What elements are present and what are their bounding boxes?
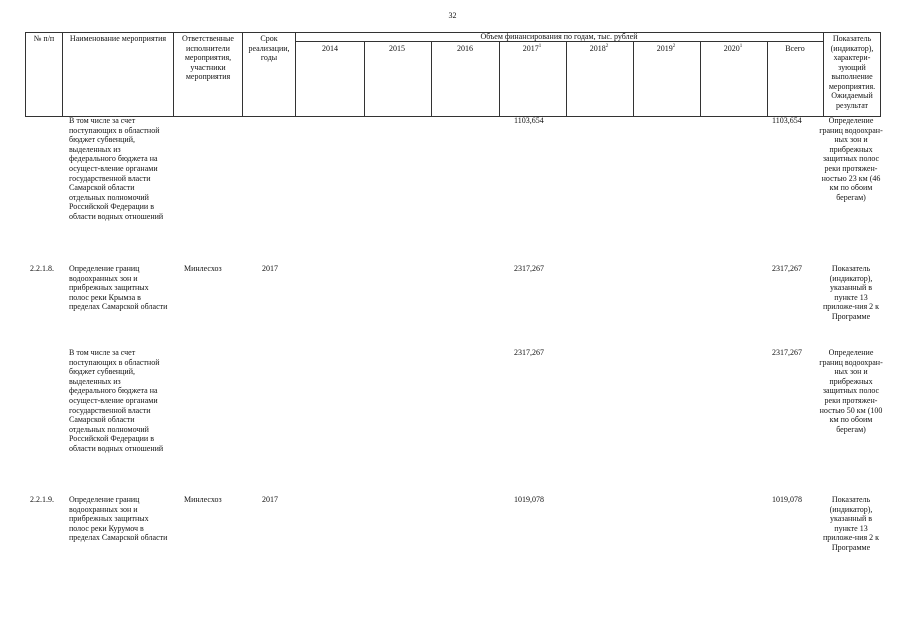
header-col-executor: Ответственные исполнители мероприятия, участники мероприятия — [182, 34, 234, 81]
col-border — [700, 41, 701, 117]
row-4-indicator: Показатель (индикатор), указанный в пункте 13 приложе-ния 2 к Программе — [822, 495, 880, 552]
header-col-term: Срок реализации, годы — [248, 34, 290, 62]
header-year-2016: 2016 — [457, 44, 473, 53]
row-1-name: В том числе за счет поступающих в областной бюджет субвенций, выделенных из федерального бюджета на осущест-вление органами государственной власти Самарской области отдельных полномочий Российской Федерации в области водных отношений — [69, 116, 164, 221]
col-border — [62, 32, 63, 117]
header-year-2015: 2015 — [389, 44, 405, 53]
col-border — [499, 41, 500, 117]
row-4-number: 2.2.1.9. — [30, 495, 54, 504]
col-border — [364, 41, 365, 117]
header-col-total: Всего — [785, 44, 805, 53]
col-border — [295, 32, 296, 117]
row-4-term: 2017 — [262, 495, 278, 504]
header-col-no: № п/п — [33, 34, 55, 43]
page-number: 32 — [448, 11, 457, 20]
row-3-name: В том числе за счет поступающих в областной бюджет субвенций, выделенных из федерального бюджета на осущест-вление органами государственной власти Самарской области отдельных полномочий Российской Федерации в области водных отношений — [69, 348, 164, 453]
header-year-2019: 2019$^2$ — [656, 44, 676, 53]
row-4-name: Определение границ водоохранных зон и прибрежных защитных полос реки Курумоч в пределах Самарской области — [69, 495, 168, 543]
row-2-number: 2.2.1.8. — [30, 264, 54, 273]
col-border — [173, 32, 174, 117]
row-1-value-2017: 1103,654 — [514, 116, 544, 125]
col-border — [431, 41, 432, 117]
header-col-name: Наименование мероприятия — [69, 34, 167, 43]
row-4-value-2017: 1019,078 — [514, 495, 544, 504]
col-border — [880, 32, 881, 117]
col-border — [242, 32, 243, 117]
row-2-indicator: Показатель (индикатор), указанный в пункте 13 приложе-ния 2 к Программе — [822, 264, 880, 321]
header-year-2018: 2018$^2$ — [589, 44, 609, 53]
row-3-indicator: Определение границ водоохран-ных зон и прибрежных защитных полос реки протяжен-ностью 50 км (100 км по обоим берегам) — [819, 348, 883, 434]
table-header — [25, 32, 881, 116]
row-2-executor: Минлесхоз — [184, 264, 222, 273]
header-year-2017: 2017$^1$ — [522, 44, 542, 53]
row-1-indicator: Определение границ водоохран-ных зон и прибрежных защитных полос реки протяжен-ностью 23 км (46 км по обоим берегам) — [819, 116, 883, 202]
row-4-executor: Минлесхоз — [184, 495, 222, 504]
row-2-total: 2317,267 — [772, 264, 802, 273]
col-border — [566, 41, 567, 117]
col-border — [633, 41, 634, 117]
col-border — [25, 32, 26, 117]
row-2-value-2017: 2317,267 — [514, 264, 544, 273]
header-year-2020: 2020$^1$ — [723, 44, 743, 53]
row-4-total: 1019,078 — [772, 495, 802, 504]
row-3-total: 2317,267 — [772, 348, 802, 357]
header-col-indicator: Показатель (индикатор), характери-зующий выполнение мероприятия. Ожидаемый результат — [828, 34, 876, 110]
header-col-finance: Объем финансирования по годам, тыс. рублей — [480, 32, 638, 41]
row-2-name: Определение границ водоохранных зон и прибрежных защитных полос реки Крымза в пределах Самарской области — [69, 264, 168, 312]
header-year-2014: 2014 — [322, 44, 338, 53]
row-1-total: 1103,654 — [772, 116, 802, 125]
row-2-term: 2017 — [262, 264, 278, 273]
row-3-value-2017: 2317,267 — [514, 348, 544, 357]
